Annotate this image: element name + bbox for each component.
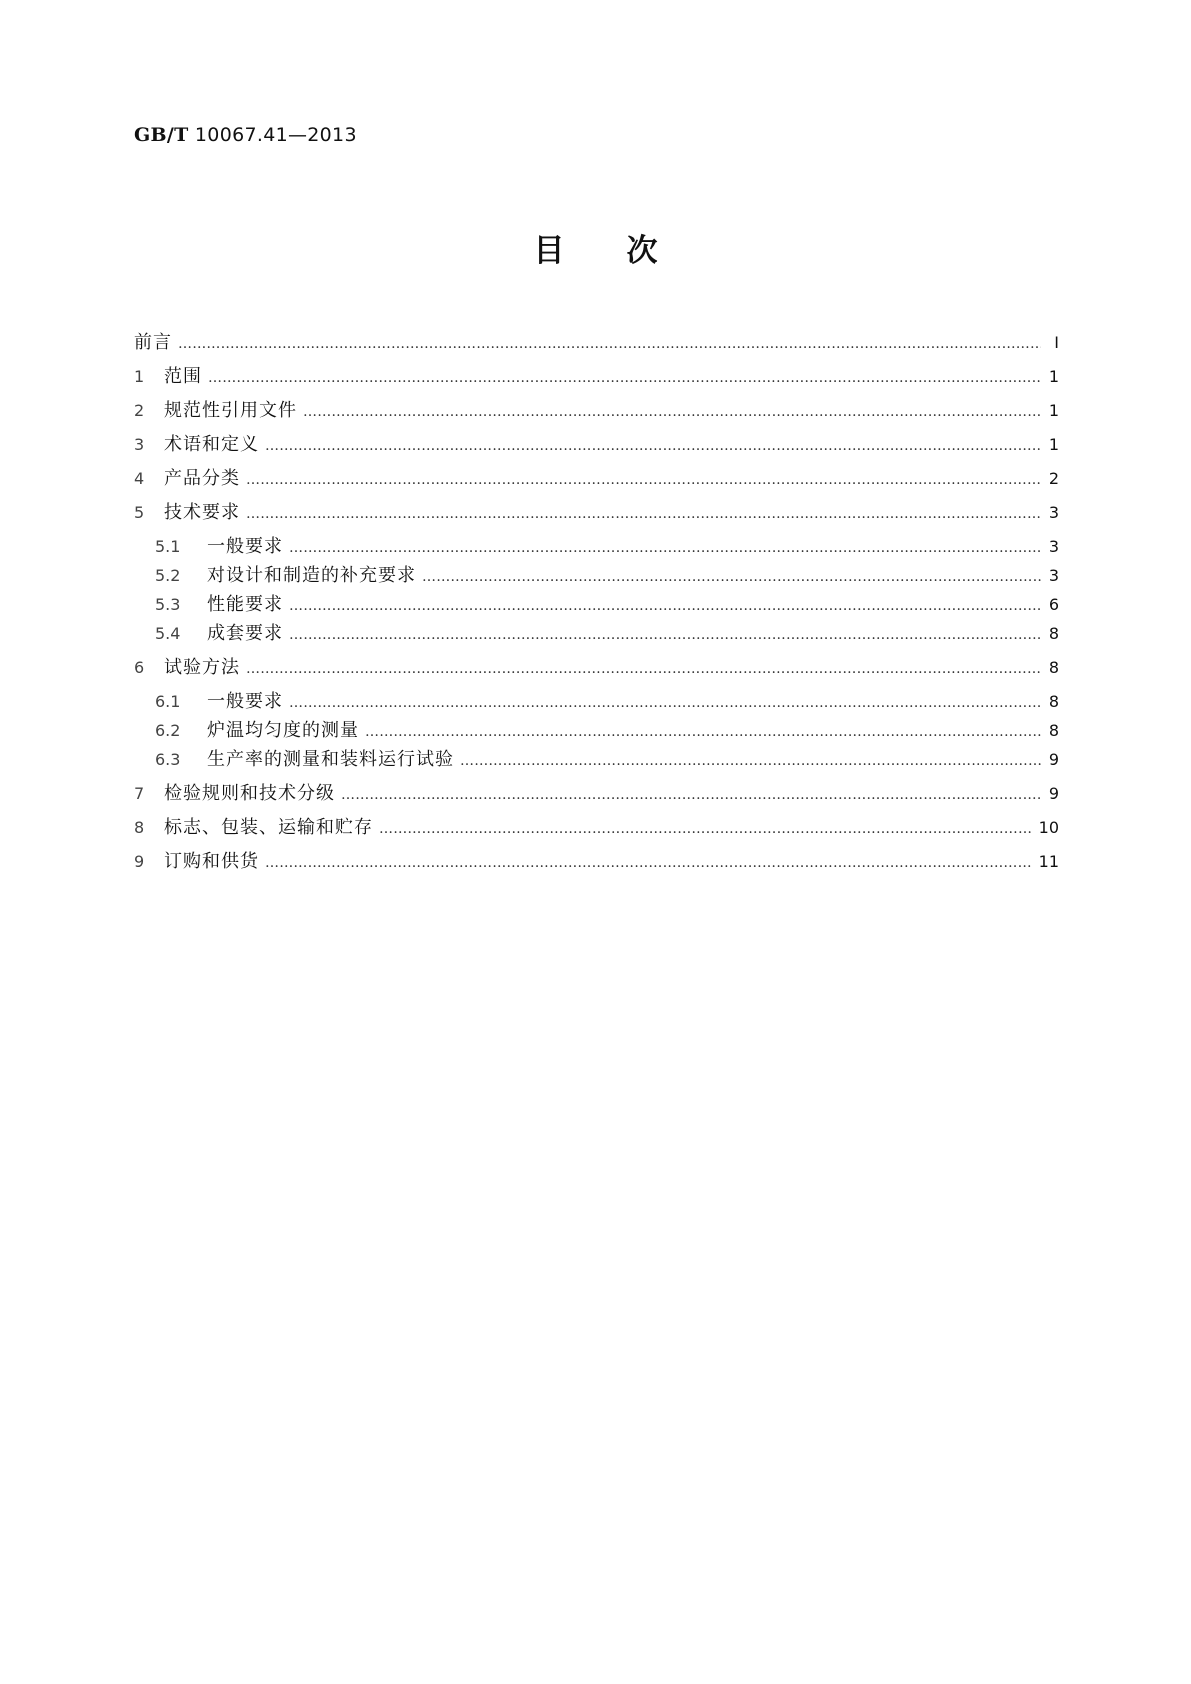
toc-page: 3 bbox=[1048, 503, 1059, 522]
toc-subentry[interactable] bbox=[155, 716, 1059, 742]
toc-page: 1 bbox=[1048, 401, 1059, 420]
toc-subentry[interactable] bbox=[155, 619, 1059, 645]
toc-label: 技术要求 bbox=[164, 502, 240, 523]
toc-page: 10 bbox=[1038, 818, 1059, 837]
toc-entry[interactable] bbox=[134, 498, 1059, 524]
toc-label: 前言 bbox=[134, 332, 172, 353]
dot-leader bbox=[460, 753, 1041, 769]
toc-number: 5.1 bbox=[155, 537, 181, 556]
toc-subentry[interactable] bbox=[155, 745, 1059, 771]
dot-leader bbox=[365, 724, 1041, 740]
toc-page: 1 bbox=[1048, 435, 1059, 454]
toc-entry[interactable] bbox=[134, 847, 1059, 873]
toc-entry-foreword[interactable] bbox=[134, 328, 1059, 354]
toc-label: 对设计和制造的补充要求 bbox=[207, 565, 416, 586]
toc-label: 术语和定义 bbox=[164, 434, 259, 455]
toc-label: 订购和供货 bbox=[164, 851, 259, 872]
toc-page: Ⅰ bbox=[1054, 333, 1059, 352]
dot-leader bbox=[289, 695, 1041, 711]
toc-subentry[interactable] bbox=[155, 532, 1059, 558]
toc-label: 成套要求 bbox=[207, 623, 283, 644]
toc-number: 3 bbox=[134, 435, 145, 454]
toc-entry[interactable] bbox=[134, 813, 1059, 839]
toc-number: 6.3 bbox=[155, 750, 181, 769]
standard-prefix: GB/T bbox=[134, 124, 189, 146]
toc-number: 6.1 bbox=[155, 692, 181, 711]
standard-code: 10067.41—2013 bbox=[194, 124, 357, 146]
toc-label: 炉温均匀度的测量 bbox=[207, 720, 359, 741]
dot-leader bbox=[303, 404, 1041, 420]
toc-label: 标志、包装、运输和贮存 bbox=[164, 817, 373, 838]
toc-entry[interactable] bbox=[134, 779, 1059, 805]
toc-number: 8 bbox=[134, 818, 145, 837]
page-title: 目 次 bbox=[533, 233, 658, 269]
toc-page: 8 bbox=[1048, 624, 1059, 643]
toc-page: 1 bbox=[1048, 367, 1059, 386]
toc-subentry[interactable] bbox=[155, 590, 1059, 616]
toc-subentry[interactable] bbox=[155, 687, 1059, 713]
toc-label: 产品分类 bbox=[164, 468, 240, 489]
toc-number: 2 bbox=[134, 401, 145, 420]
dot-leader bbox=[341, 787, 1041, 803]
dot-leader bbox=[422, 569, 1041, 585]
toc-entry[interactable] bbox=[134, 430, 1059, 456]
toc-number: 5.3 bbox=[155, 595, 181, 614]
toc-entry[interactable] bbox=[134, 362, 1059, 388]
toc-page: 2 bbox=[1048, 469, 1059, 488]
toc-page: 6 bbox=[1048, 595, 1059, 614]
dot-leader bbox=[246, 472, 1041, 488]
toc-entry[interactable] bbox=[134, 396, 1059, 422]
toc-label: 一般要求 bbox=[207, 536, 283, 557]
toc-entry[interactable] bbox=[134, 464, 1059, 490]
toc-page: 3 bbox=[1048, 566, 1059, 585]
dot-leader bbox=[289, 540, 1041, 556]
toc-entry[interactable] bbox=[134, 653, 1059, 679]
standard-number bbox=[134, 124, 357, 146]
toc-subentry[interactable] bbox=[155, 561, 1059, 587]
dot-leader bbox=[379, 821, 1033, 837]
toc-number: 6 bbox=[134, 658, 145, 677]
toc-number: 5 bbox=[134, 503, 145, 522]
toc-number: 4 bbox=[134, 469, 145, 488]
dot-leader bbox=[289, 598, 1041, 614]
toc-label: 生产率的测量和装料运行试验 bbox=[207, 749, 454, 770]
toc-page: 11 bbox=[1038, 852, 1059, 871]
toc-label: 范围 bbox=[164, 366, 202, 387]
dot-leader bbox=[246, 506, 1041, 522]
toc-number: 7 bbox=[134, 784, 145, 803]
dot-leader bbox=[265, 438, 1041, 454]
toc-number: 1 bbox=[134, 367, 145, 386]
toc-page: 3 bbox=[1048, 537, 1059, 556]
dot-leader bbox=[208, 370, 1041, 386]
dot-leader bbox=[178, 336, 1041, 352]
toc-label: 规范性引用文件 bbox=[164, 400, 297, 421]
toc-number: 9 bbox=[134, 852, 145, 871]
dot-leader bbox=[246, 661, 1041, 677]
toc-label: 检验规则和技术分级 bbox=[164, 783, 335, 804]
toc-label: 性能要求 bbox=[207, 594, 283, 615]
toc-label: 一般要求 bbox=[207, 691, 283, 712]
toc-number: 5.2 bbox=[155, 566, 181, 585]
toc-page: 8 bbox=[1048, 692, 1059, 711]
toc-page: 8 bbox=[1048, 721, 1059, 740]
toc-number: 6.2 bbox=[155, 721, 181, 740]
toc-page: 9 bbox=[1048, 750, 1059, 769]
dot-leader bbox=[265, 855, 1033, 871]
toc-label: 试验方法 bbox=[164, 657, 240, 678]
dot-leader bbox=[289, 627, 1041, 643]
toc-number: 5.4 bbox=[155, 624, 181, 643]
toc-page: 9 bbox=[1048, 784, 1059, 803]
toc-page: 8 bbox=[1048, 658, 1059, 677]
